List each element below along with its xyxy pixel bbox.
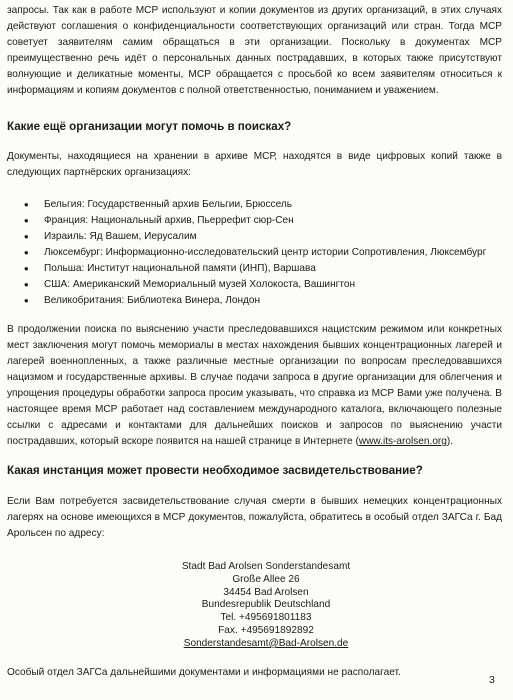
intro-paragraph: запросы. Так как в работе МСР используют и копии документов из других организаций, в этих случаях действуют соглашения о конфиденциальности соответствующих организаций или стран. Тогда МСР советует заявителям самим обращаться в эти организации. Поскольку в документах МСР преимущественно речь идёт о персональных данных пострадавших, в которых также присутствуют волнующие и деликатные моменты, МСР обращается с просьбой ко всем заявителям относиться к информациям и копиям документов с полной ответственностью, пониманием и уважением. [7,5,502,96]
list-item: • Франция: Национальный архив, Пьеррефит сюр-Сен [0,213,500,229]
list-item: • Польша: Институт национальной памяти (ИНП), Варшава [0,261,500,277]
partner-organizations-list [0,197,500,309]
list-item: • Великобритания: Библиотека Винера, Лондон [0,293,500,309]
section-heading-certification: Какая инстанция может провести необходимое засвидетельствование? [7,464,423,477]
address-line: Große Allee 26 [232,573,300,585]
certification-paragraph: Если Вам потребуется засвидетельствование случая смерти в бывших немецких концентрационных лагерях на основе имеющихся в МСР документов, пожалуйста, обратитесь в особый отдел ЗАГСа г. Бад Арольсен по адресу: [7,496,502,539]
address-line: Bundesrepublik Deutschland [201,599,331,611]
closing-paragraph: Особый отдел ЗАГСа дальнейшими документами и информациями не располагает. [7,667,401,678]
registry-office-address [171,561,361,651]
section-heading-organizations: Какие ещё организации могут помочь в поисках? [7,120,292,133]
email-link[interactable]: Sonderstandesamt@Bad-Arolsen.de [183,637,349,649]
memorials-paragraph [7,322,502,450]
list-item: • Бельгия: Государственный архив Бельгии, Брюссель [0,197,500,213]
list-item: • Израиль: Яд Вашем, Иерусалим [0,229,500,245]
fax-number: Fax. +495691892892 [218,624,314,636]
memorials-paragraph-end: ). [446,436,454,447]
section-intro-paragraph: Документы, находящиеся на хранении в архиве МСР, находятся в виде цифровых копий также в следующих партнёрских организациях: [7,151,502,178]
memorials-paragraph-text: В продолжении поиска по выяснению участи преследовавшихся нацистским режимом или конкретных мест заключения могут помочь мемориалы в местах нахождения бывших концентрационных лагерей и лагерей военнопленных, а также различные местные организации по вопросам преследовавшихся нацизмом и государственные архивы. В случае подачи запроса в другие организации для облегчения и упрощения процедуры обработки запроса просим указывать, что справка из МСР Вами уже получена. В настоящее время МСР работает над составлением международного каталога, включающего полезные ссылки с адресами и контактами для дальнейших поисков и запросов по выяснению участи пострадавших, который вскоре появится на нашей странице в Интернете ( [7,324,502,447]
website-link[interactable]: www.its-arolsen.org [358,436,447,447]
address-line: 34454 Bad Arolsen [223,586,309,598]
page-number: 3 [489,674,495,686]
address-line: Stadt Bad Arolsen Sonderstandesamt [181,561,351,572]
phone-number: Tel. +495691801183 [220,612,312,624]
list-item: • Люксембург: Информационно-исследовательский центр истории Сопротивления, Люксембург [0,245,500,261]
list-item: • США: Американский Мемориальный музей Холокоста, Вашингтон [0,277,500,293]
